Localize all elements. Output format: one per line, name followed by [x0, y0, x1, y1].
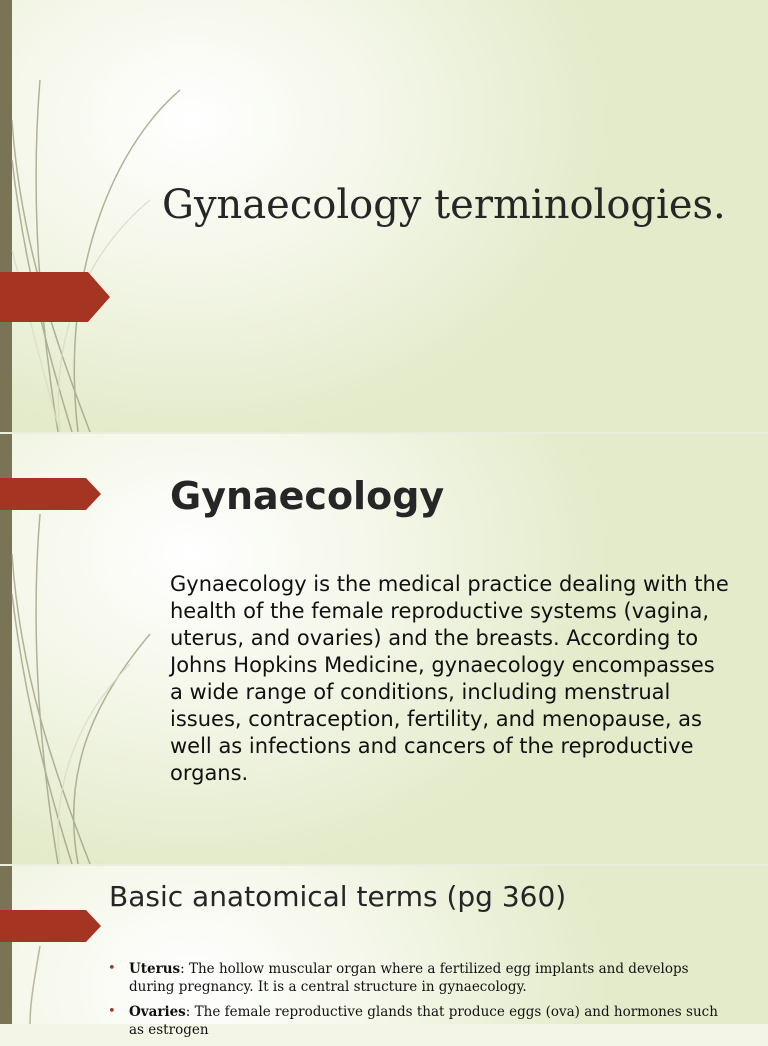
section-body-text: Gynaecology is the medical practice dealing with the health of the female reproductive systems (vagina, uterus, and ovaries) and the breasts. According to Johns Hopkins Medicine, gynaecology encompasses a wide range of conditions, including menstrual issues, contraception, fertility, and menopause, as well as infections and cancers of the reproductive organs. [170, 572, 729, 785]
list-item [108, 1003, 728, 1039]
term-name: Ovaries [129, 1004, 186, 1020]
term-definition: : The female reproductive glands that produce eggs (ova) and hormones such as estrogen [129, 1004, 718, 1038]
accent-tab [0, 478, 101, 510]
bullet-icon: • [108, 1004, 116, 1019]
term-name: Uterus [129, 961, 181, 977]
accent-tab [0, 272, 110, 322]
term-list [108, 960, 728, 1046]
list-item [108, 960, 728, 996]
swoosh-line [36, 514, 58, 864]
bullet-icon: • [108, 961, 116, 976]
swoosh-line [58, 664, 130, 864]
decorative-swoosh [0, 866, 120, 1024]
accent-tab [0, 910, 101, 942]
swoosh-line [36, 80, 58, 432]
slide-title-text: Gynaecology terminologies. [162, 182, 726, 228]
swoosh-line [30, 946, 40, 1024]
term-definition: : The hollow muscular organ where a fertilized egg implants and develops during pregnancy. It is a central structure in gynaecology. [129, 961, 689, 995]
swoosh-line [74, 634, 150, 864]
section-heading: Basic anatomical terms (pg 360) [109, 880, 567, 913]
swoosh-line [74, 90, 180, 432]
section-heading: Gynaecology [170, 474, 445, 518]
slide-title [0, 0, 768, 432]
